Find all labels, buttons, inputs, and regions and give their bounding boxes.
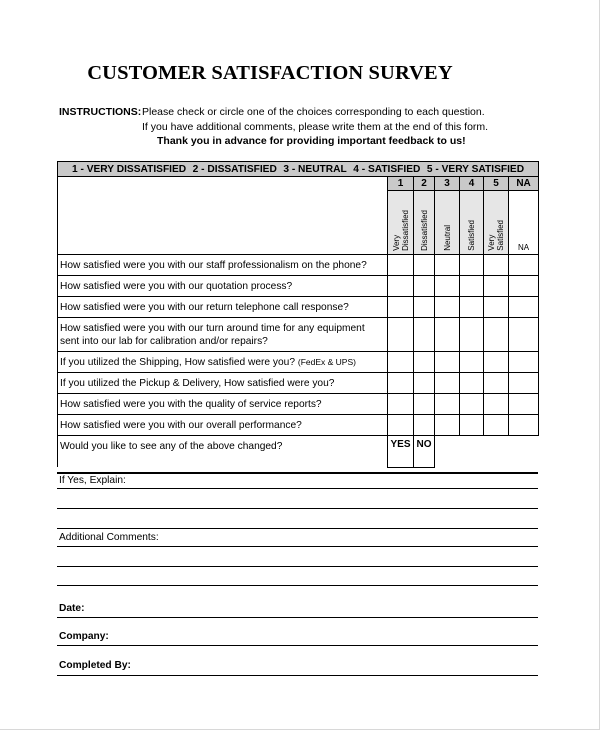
question-row bbox=[58, 276, 539, 297]
change-question-spacer-row bbox=[58, 456, 539, 467]
scale-label-2: 2 - DISSATISFIED bbox=[192, 163, 277, 175]
answer-cell-3[interactable] bbox=[435, 373, 460, 394]
answer-cell-3[interactable] bbox=[435, 276, 460, 297]
question-text: How satisfied were you with our staff professionalism on the phone? bbox=[58, 255, 388, 276]
question-row bbox=[58, 297, 539, 318]
answer-cell-na[interactable] bbox=[509, 352, 539, 373]
column-number-2: 2 bbox=[414, 177, 435, 191]
column-number-1: 1 bbox=[388, 177, 414, 191]
answer-cell-na[interactable] bbox=[509, 394, 539, 415]
question-text: If you utilized the Shipping, How satisfied were you? bbox=[60, 356, 296, 368]
question-row bbox=[58, 415, 539, 436]
answer-cell-4[interactable] bbox=[460, 276, 484, 297]
instructions-thanks: Thank you in advance for providing important feedback to us! bbox=[157, 135, 466, 147]
answer-cell-4[interactable] bbox=[460, 318, 484, 352]
answer-cell-1[interactable] bbox=[388, 255, 414, 276]
answer-cell-na[interactable] bbox=[509, 276, 539, 297]
answer-cell-1[interactable] bbox=[388, 297, 414, 318]
instructions-line-1: Please check or circle one of the choices corresponding to each question. bbox=[142, 106, 485, 118]
if-yes-write-line[interactable] bbox=[57, 528, 538, 529]
answer-cell-5[interactable] bbox=[484, 297, 509, 318]
column-header-satisfied: Satisfied bbox=[467, 220, 476, 251]
if-yes-explain-label: If Yes, Explain: bbox=[59, 475, 126, 486]
question-row bbox=[58, 255, 539, 276]
answer-cell-1[interactable] bbox=[388, 373, 414, 394]
question-row bbox=[58, 318, 539, 352]
answer-cell-1[interactable] bbox=[388, 352, 414, 373]
answer-cell-5[interactable] bbox=[484, 276, 509, 297]
column-number-4: 4 bbox=[460, 177, 484, 191]
answer-cell-na[interactable] bbox=[509, 415, 539, 436]
completed-by-write-line[interactable] bbox=[57, 675, 538, 676]
column-header-neutral: Neutral bbox=[442, 225, 452, 251]
answer-cell-5[interactable] bbox=[484, 415, 509, 436]
answer-cell-4[interactable] bbox=[460, 394, 484, 415]
answer-cell-2[interactable] bbox=[414, 352, 435, 373]
answer-cell-2[interactable] bbox=[414, 318, 435, 352]
answer-cell-5[interactable] bbox=[484, 318, 509, 352]
company-write-line[interactable] bbox=[57, 645, 538, 646]
answer-cell-2[interactable] bbox=[414, 255, 435, 276]
answer-cell-4[interactable] bbox=[460, 373, 484, 394]
answer-cell-4[interactable] bbox=[460, 415, 484, 436]
instructions-line-2: If you have additional comments, please write them at the end of this form. bbox=[142, 121, 489, 133]
survey-table bbox=[57, 161, 539, 468]
answer-cell-na[interactable] bbox=[509, 255, 539, 276]
answer-cell-2[interactable] bbox=[414, 373, 435, 394]
answer-cell-5[interactable] bbox=[484, 352, 509, 373]
answer-cell-na[interactable] bbox=[509, 318, 539, 352]
column-header-dissatisfied: Dissatisfied bbox=[419, 210, 429, 251]
answer-cell-2[interactable] bbox=[414, 276, 435, 297]
divider-line bbox=[57, 472, 538, 474]
column-header-very-satisfied: Very Satisfied bbox=[487, 220, 505, 251]
shipping-note: (FedEx & UPS) bbox=[297, 356, 356, 367]
answer-cell-4[interactable] bbox=[460, 297, 484, 318]
question-text-shipping bbox=[58, 352, 388, 373]
question-text: How satisfied were you with our return telephone call response? bbox=[58, 297, 388, 318]
comments-write-line[interactable] bbox=[57, 585, 538, 586]
rating-scale-row bbox=[58, 162, 539, 177]
column-header-na: NA bbox=[509, 191, 539, 255]
if-yes-write-line[interactable] bbox=[57, 508, 538, 509]
answer-cell-2[interactable] bbox=[414, 297, 435, 318]
question-text: How satisfied were you with our overall performance? bbox=[58, 415, 388, 436]
answer-cell-3[interactable] bbox=[435, 352, 460, 373]
company-label: Company: bbox=[59, 631, 109, 642]
yes-option[interactable]: YES bbox=[388, 436, 414, 468]
completed-by-label: Completed By: bbox=[59, 660, 131, 671]
question-text: How satisfied were you with our turn around time for any equipment sent into our lab for calibration and/or repairs? bbox=[58, 318, 388, 352]
answer-cell-5[interactable] bbox=[484, 394, 509, 415]
no-option[interactable]: NO bbox=[414, 436, 435, 468]
rating-number-row bbox=[58, 177, 539, 191]
answer-cell-5[interactable] bbox=[484, 373, 509, 394]
answer-cell-1[interactable] bbox=[388, 415, 414, 436]
question-row bbox=[58, 352, 539, 373]
page-title: CUSTOMER SATISFACTION SURVEY bbox=[87, 62, 453, 84]
column-header-very-dissatisfied: Very Dissatisfied bbox=[391, 210, 410, 251]
change-question-text: Would you like to see any of the above changed? bbox=[58, 436, 388, 457]
answer-cell-4[interactable] bbox=[460, 255, 484, 276]
answer-cell-1[interactable] bbox=[388, 276, 414, 297]
question-text: How satisfied were you with our quotation process? bbox=[58, 276, 388, 297]
scale-label-5: 5 - VERY SATISFIED bbox=[426, 163, 525, 175]
question-row bbox=[58, 373, 539, 394]
question-row bbox=[58, 394, 539, 415]
change-question-row bbox=[58, 436, 539, 457]
answer-cell-na[interactable] bbox=[509, 373, 539, 394]
answer-cell-5[interactable] bbox=[484, 255, 509, 276]
answer-cell-1[interactable] bbox=[388, 318, 414, 352]
answer-cell-3[interactable] bbox=[435, 415, 460, 436]
column-number-na: NA bbox=[509, 177, 539, 191]
scale-label-3: 3 - NEUTRAL bbox=[283, 163, 347, 175]
answer-cell-3[interactable] bbox=[435, 394, 460, 415]
scale-label-1: 1 - VERY DISSATISFIED bbox=[72, 163, 187, 175]
answer-cell-4[interactable] bbox=[460, 352, 484, 373]
column-number-3: 3 bbox=[435, 177, 460, 191]
column-number-5: 5 bbox=[484, 177, 509, 191]
header-blank-cell bbox=[58, 177, 388, 255]
comments-write-line[interactable] bbox=[57, 566, 538, 567]
scale-label-4: 4 - SATISFIED bbox=[353, 163, 421, 175]
comments-write-line[interactable] bbox=[57, 546, 538, 547]
answer-cell-2[interactable] bbox=[414, 415, 435, 436]
answer-cell-na[interactable] bbox=[509, 297, 539, 318]
question-text: If you utilized the Pickup & Delivery, How satisfied were you? bbox=[58, 373, 388, 394]
answer-cell-3[interactable] bbox=[435, 318, 460, 352]
question-text: How satisfied were you with the quality of service reports? bbox=[58, 394, 388, 415]
answer-cell-3[interactable] bbox=[435, 297, 460, 318]
instructions-label: INSTRUCTIONS: bbox=[59, 106, 142, 118]
answer-cell-2[interactable] bbox=[414, 394, 435, 415]
additional-comments-label: Additional Comments: bbox=[59, 532, 159, 543]
answer-cell-3[interactable] bbox=[435, 255, 460, 276]
date-label: Date: bbox=[59, 603, 85, 614]
answer-cell-1[interactable] bbox=[388, 394, 414, 415]
if-yes-write-line[interactable] bbox=[57, 488, 538, 489]
date-write-line[interactable] bbox=[57, 617, 538, 618]
